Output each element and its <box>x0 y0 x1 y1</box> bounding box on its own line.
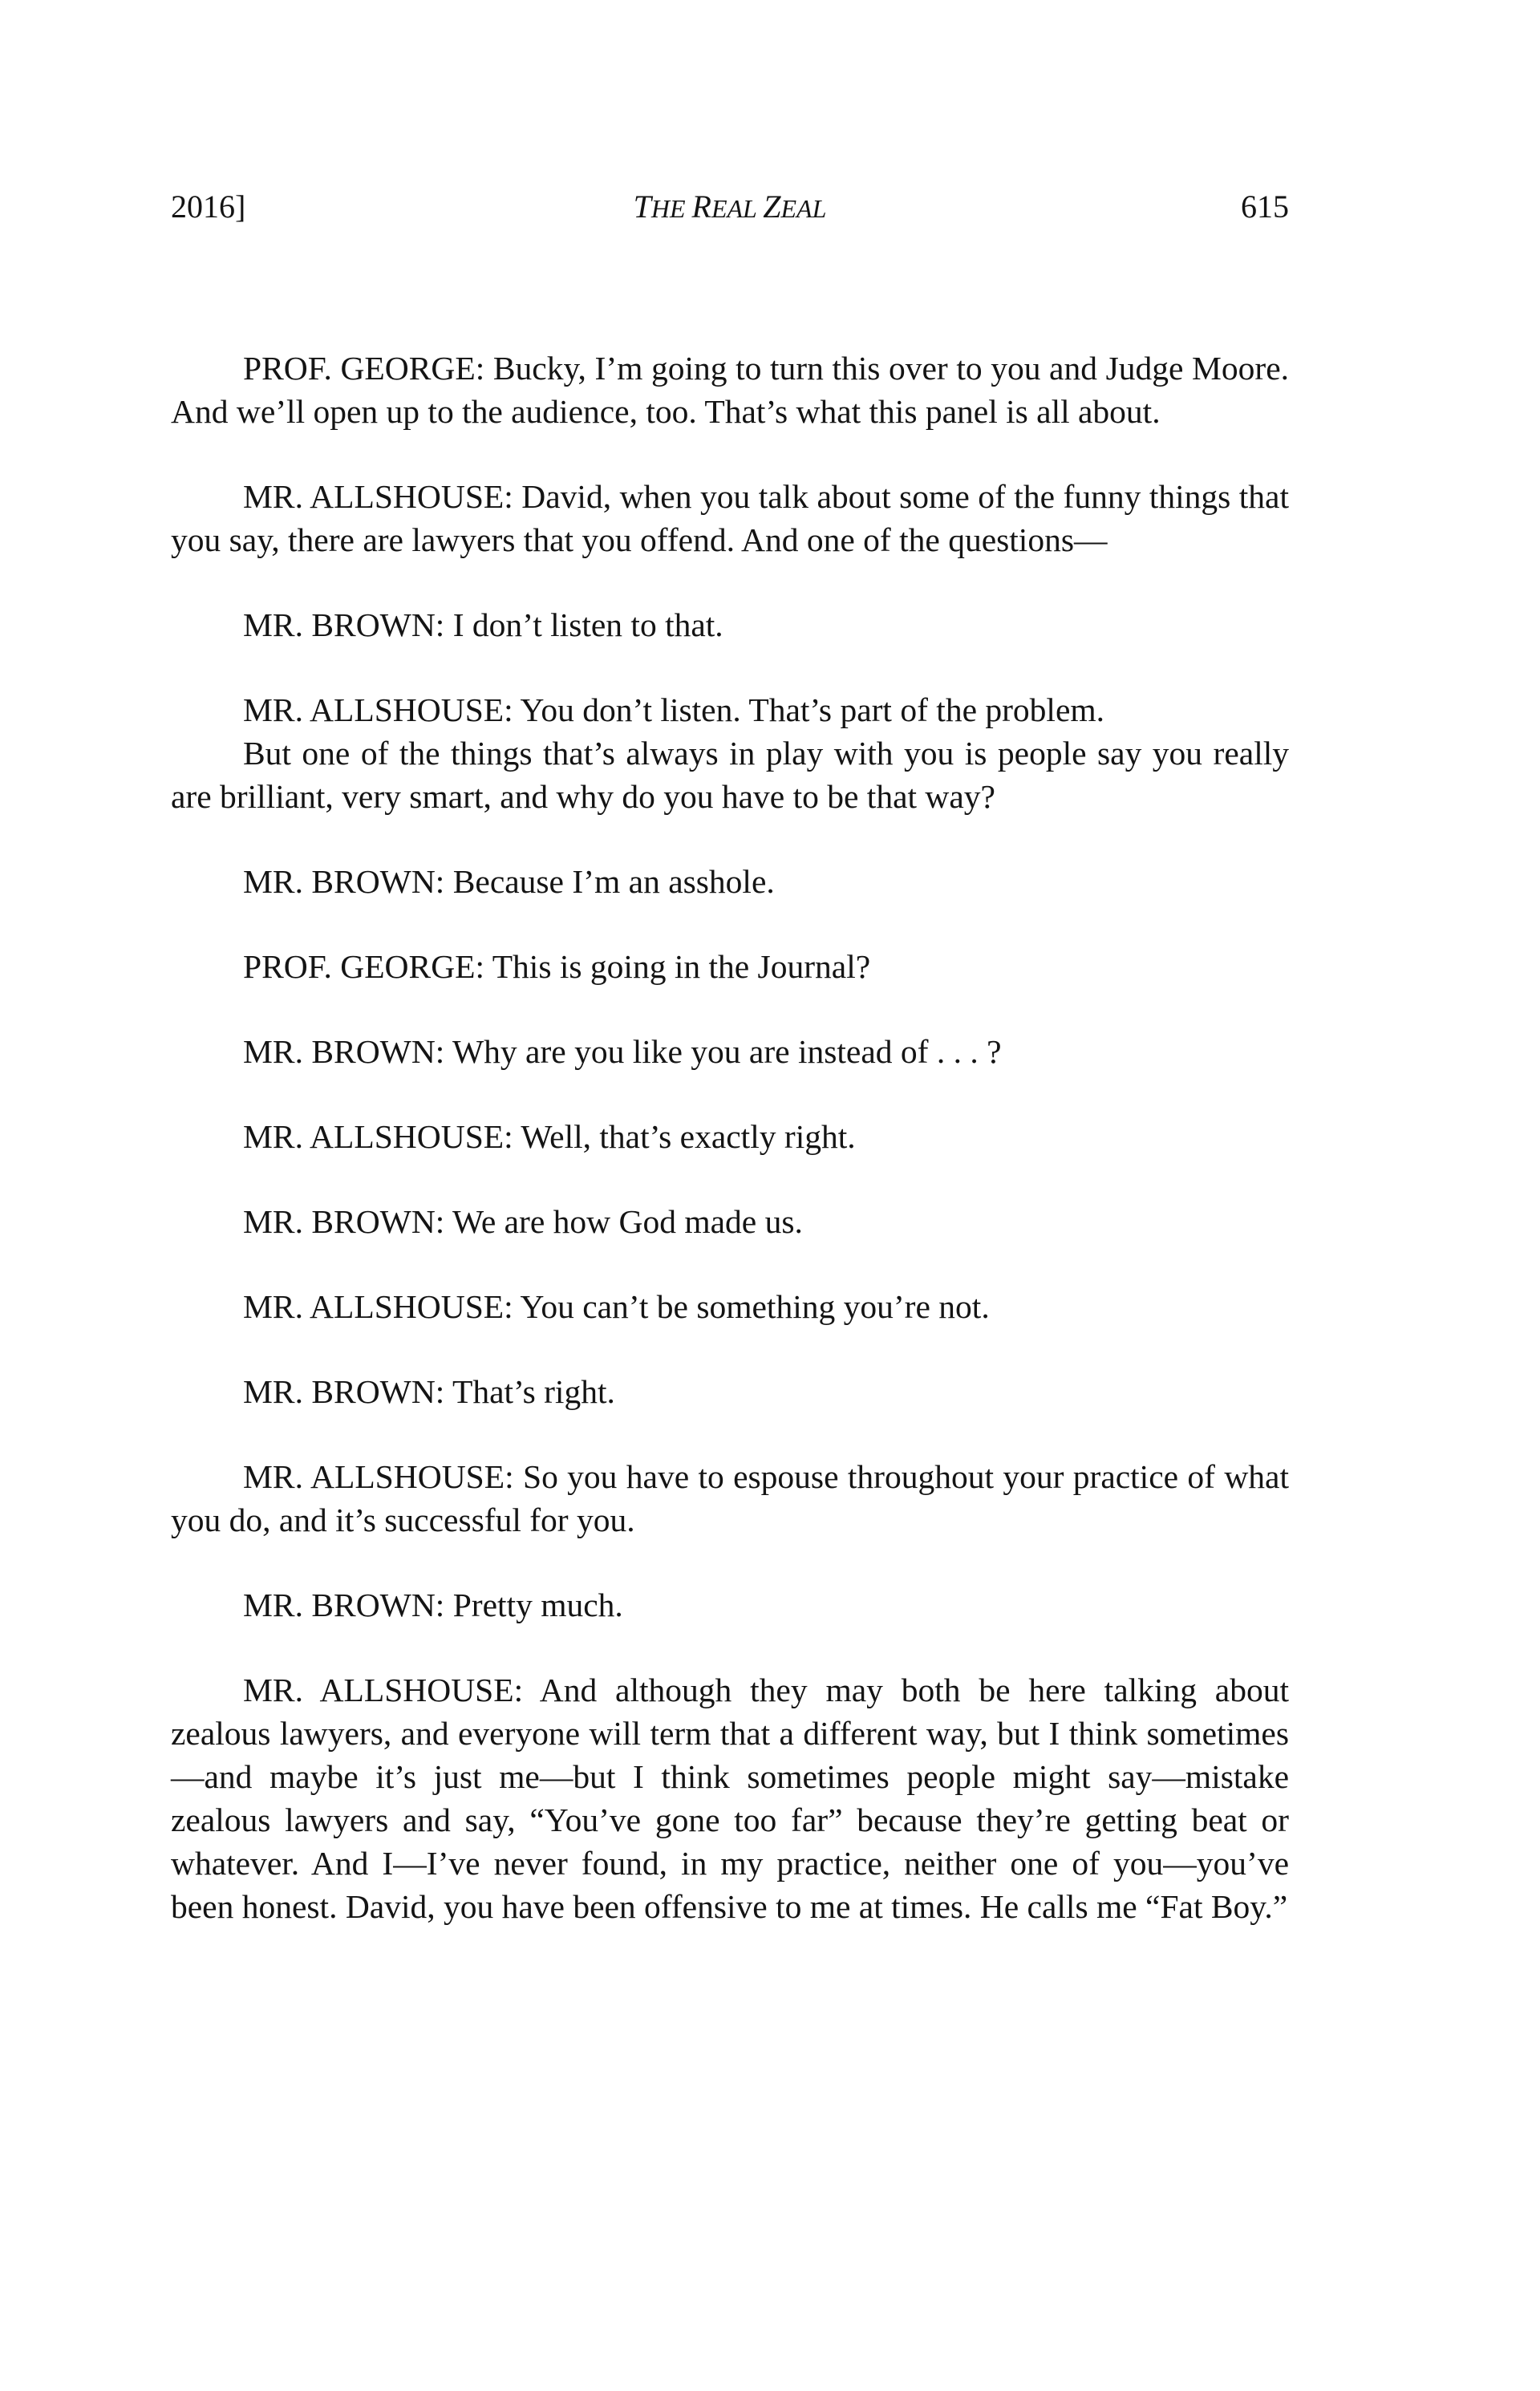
utterance-text: Because I’m an asshole. <box>452 863 775 900</box>
transcript-paragraph <box>171 1370 1289 1413</box>
speaker-label: PROF. GEORGE: <box>243 350 485 387</box>
speaker-label: MR. BROWN: <box>243 1373 445 1410</box>
speaker-label: MR. ALLSHOUSE: <box>243 1288 513 1325</box>
utterance-text: So you have to espouse throughout your practice of what you do, and it’s successful for you. <box>171 1458 1289 1538</box>
utterance-text: This is going in the Journal? <box>492 948 871 985</box>
utterance-text: You can’t be something you’re not. <box>520 1288 990 1325</box>
transcript-paragraph <box>171 1668 1289 1928</box>
speaker-label: MR. ALLSHOUSE: <box>243 691 513 728</box>
utterance-text: I don’t listen to that. <box>452 606 723 643</box>
utterance-text: Pretty much. <box>452 1587 623 1623</box>
volume-year: 2016] <box>171 188 246 225</box>
speaker-label: MR. BROWN: <box>243 1203 445 1240</box>
running-title-initial: Z <box>763 188 781 225</box>
page-number: 615 <box>1241 188 1289 225</box>
transcript-paragraph <box>171 603 1289 646</box>
speaker-label: MR. ALLSHOUSE: <box>243 1672 524 1708</box>
speaker-label: PROF. GEORGE: <box>243 948 485 985</box>
transcript-body <box>171 346 1289 1970</box>
running-title-rest: HE <box>650 194 692 223</box>
transcript-paragraph <box>171 731 1289 818</box>
transcript-paragraph <box>171 346 1289 433</box>
transcript-paragraph <box>171 860 1289 903</box>
running-header <box>171 183 1289 231</box>
speaker-label: MR. BROWN: <box>243 606 445 643</box>
utterance-text: David, when you talk about some of the funny things that you say, there are lawyers that you offend. And one of the questions— <box>171 478 1290 558</box>
transcript-paragraph <box>171 1030 1289 1073</box>
speaker-label: MR. BROWN: <box>243 863 445 900</box>
running-title-initial: T <box>633 188 651 225</box>
utterance-text: Why are you like you are instead of . . . ? <box>452 1033 1002 1070</box>
transcript-paragraph <box>171 1200 1289 1243</box>
speaker-label: MR. ALLSHOUSE: <box>243 478 513 515</box>
utterance-text: Bucky, I’m going to turn this over to you and Judge Moore. And we’ll open up to the audience, too. That’s what this panel is all about. <box>171 350 1289 430</box>
running-title-rest: EAL <box>711 194 764 223</box>
running-title-rest: EAL <box>780 194 827 223</box>
utterance-text: And although they may both be here talking about zealous lawyers, and everyone will term that a different way, but I think sometimes—and maybe it’s just me—but I think sometimes people might say—mistake zealous lawyers and say, “You’ve gone too far” because they’re getting beat or whatever. And I—I’ve never found, in my practice, neither one of you—you’ve been honest. David, you have been offensive to me at times. He calls me “Fat Boy.” <box>171 1672 1290 1925</box>
speaker-label: MR. BROWN: <box>243 1033 445 1070</box>
utterance-text: We are how God made us. <box>452 1203 803 1240</box>
transcript-paragraph <box>171 688 1289 731</box>
running-title-initial: R <box>691 188 711 225</box>
utterance-text: You don’t listen. That’s part of the problem. <box>520 691 1105 728</box>
speaker-label: MR. ALLSHOUSE: <box>243 1458 514 1495</box>
transcript-paragraph <box>171 1115 1289 1158</box>
speaker-label: MR. BROWN: <box>243 1587 445 1623</box>
utterance-text: That’s right. <box>452 1373 615 1410</box>
speaker-label: MR. ALLSHOUSE: <box>243 1118 513 1155</box>
utterance-text: But one of the things that’s always in play with you is people say you really are brilliant, very smart, and why do you have to be that way? <box>171 735 1289 815</box>
transcript-paragraph <box>171 1583 1289 1627</box>
transcript-paragraph <box>171 475 1289 561</box>
utterance-text: Well, that’s exactly right. <box>521 1118 856 1155</box>
running-title <box>171 183 1289 233</box>
transcript-paragraph <box>171 945 1289 988</box>
transcript-paragraph <box>171 1285 1289 1328</box>
transcript-paragraph <box>171 1455 1289 1542</box>
